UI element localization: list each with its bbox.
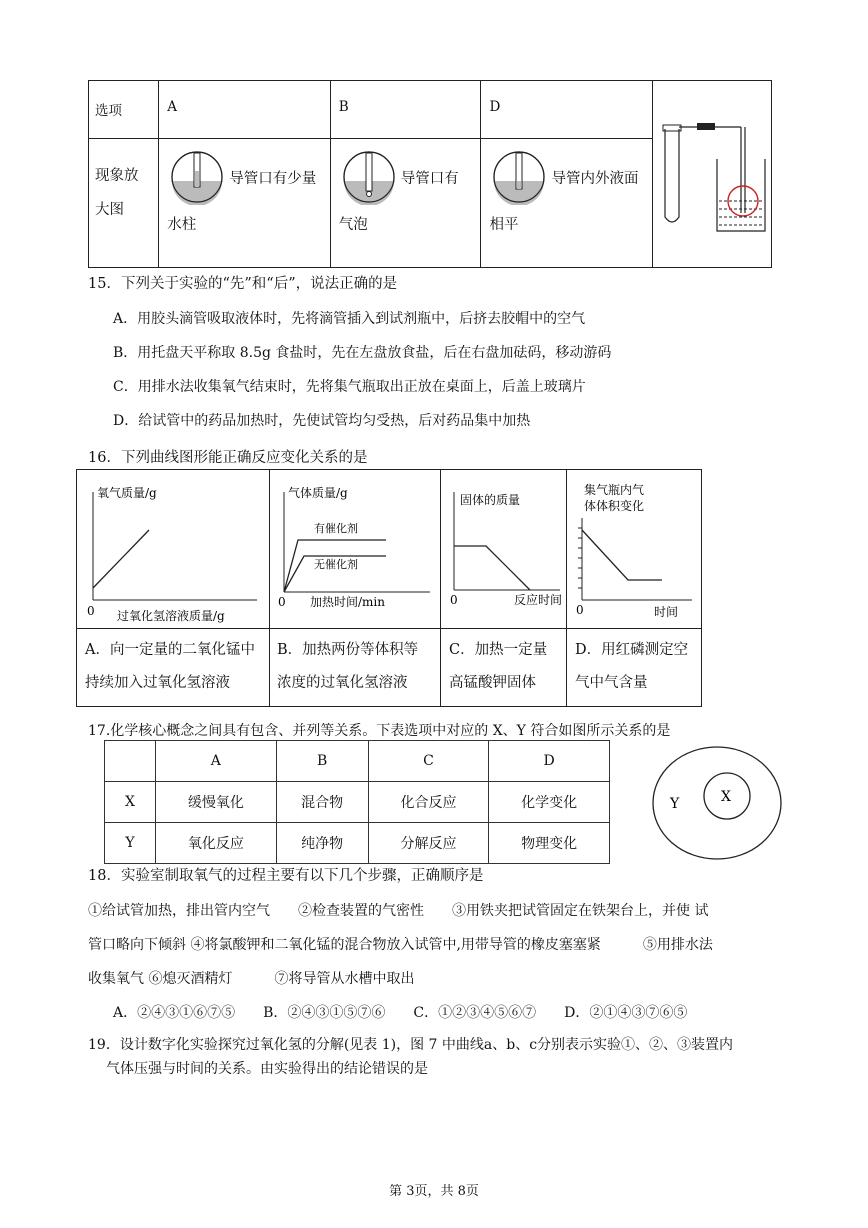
page-footer: 第 3页，共 8页 <box>389 1184 479 1199</box>
graph-c <box>442 470 566 628</box>
graph-d-xlabel: 时间 <box>654 605 679 619</box>
q14-d-text-1: 导管内外液面 <box>551 170 639 187</box>
q17-corner <box>105 741 156 782</box>
q17-cell: 混合物 <box>276 782 368 823</box>
graph-a-origin: 0 <box>87 604 95 618</box>
q17-stem: 17.化学核心概念之间具有包含、并列等关系。下表选项中对应的 X、Y 符合如图所示关系的是 <box>88 723 671 739</box>
q14-option-a <box>159 139 331 268</box>
venn-outer-label: Y <box>670 796 680 812</box>
q16-caption-c-line2: 高锰酸钾固体 <box>449 675 536 691</box>
q14-row-label-line2: 大图 <box>95 202 124 219</box>
q17-cell: 氧化反应 <box>156 823 277 864</box>
graph-b <box>270 470 440 628</box>
q17-cell: 物理变化 <box>489 823 610 864</box>
q16-caption-a-line2: 持续加入过氧化氢溶液 <box>85 675 230 691</box>
q18-line1: ①给试管加热，排出管内空气 ②检查装置的气密性 ③用铁夹把试管固定在铁架台上，并使 试 <box>88 903 709 919</box>
q17-col-c: C <box>368 741 489 782</box>
apparatus-diagram <box>653 81 771 263</box>
q15-option-a: A．用胶头滴管吸取液体时，先将滴管插入到试剂瓶中，后挤去胶帽中的空气 <box>113 311 586 327</box>
graph-b-curve2-label: 无催化剂 <box>314 558 358 571</box>
q14-header-b: B <box>330 81 481 139</box>
magnified-view-b <box>339 149 399 205</box>
q16-caption-d-line2: 气中气含量 <box>575 675 648 691</box>
q16-caption-d <box>575 634 699 700</box>
q17-cell: 分解反应 <box>368 823 489 864</box>
q15-option-b: B．用托盘天平称取 8.5g 食盐时，先在左盘放食盐，后在右盘加砝码，移动游码 <box>113 345 612 361</box>
graph-c-ylabel: 固体的质量 <box>460 493 521 507</box>
graph-b-ylabel: 气体质量/g <box>288 486 348 500</box>
q17-cell: 纯净物 <box>276 823 368 864</box>
q14-table <box>88 80 772 268</box>
q17-col-b: B <box>276 741 368 782</box>
apparatus-cell <box>652 81 771 268</box>
q16-caption-a <box>85 634 265 700</box>
q16-caption-b-line1: B．加热两份等体积等 <box>277 642 419 658</box>
graph-c-origin: 0 <box>450 593 458 607</box>
q19-line1: 19．设计数字化实验探究过氧化氢的分解(见表 1)，图 7 中曲线a、b、c分别表示实验①、②、③装置内 <box>88 1037 734 1053</box>
q17-cell: 缓慢氧化 <box>156 782 277 823</box>
q16-caption-b-line2: 浓度的过氧化氢溶液 <box>277 675 408 691</box>
q14-b-text-2: 气泡 <box>338 217 368 234</box>
q14-option-b <box>330 139 481 268</box>
magnified-view-a <box>167 149 227 205</box>
graph-d-ylabel-2: 体体积变化 <box>584 499 645 513</box>
q14-header-a: A <box>159 81 331 139</box>
q17-row-x-label: X <box>105 782 156 823</box>
q18-line2: 管口略向下倾斜 ④将氯酸钾和二氧化锰的混合物放入试管中,用带导管的橡皮塞塞紧 ⑤用排水法 <box>88 937 713 953</box>
graph-b-curve1-label: 有催化剂 <box>314 522 358 535</box>
q17-row-y-label: Y <box>105 823 156 864</box>
graph-d-line <box>582 530 662 580</box>
q18-options: A．②④③①⑥⑦⑤ B．②④③①⑤⑦⑥ C．①②③④⑤⑥⑦ D．②①④③⑦⑥⑤ <box>113 1005 688 1021</box>
graph-c-line <box>454 546 530 590</box>
q16-caption-a-line1: A．向一定量的二氧化锰中 <box>85 642 255 658</box>
q17-venn-diagram <box>650 744 784 862</box>
q15-option-c: C．用排水法收集氧气结束时，先将集气瓶取出正放在桌面上，后盖上玻璃片 <box>113 379 586 395</box>
graph-b-xlabel: 加热时间/min <box>310 595 385 609</box>
q16-grid <box>76 469 702 707</box>
q14-a-text-2: 水柱 <box>167 217 197 234</box>
q16-caption-d-line1: D．用红磷测定空 <box>575 642 689 658</box>
venn-inner-label: X <box>721 789 731 805</box>
q16-caption-c <box>449 634 565 700</box>
graph-c-xlabel: 反应时间 <box>514 593 563 607</box>
q14-option-d <box>481 139 653 268</box>
q14-header-d: D <box>481 81 653 139</box>
q17-cell: 化合反应 <box>368 782 489 823</box>
q16-stem: 16．下列曲线图形能正确反应变化关系的是 <box>88 450 368 466</box>
q17-table <box>104 740 610 864</box>
q17-col-d: D <box>489 741 610 782</box>
graph-a-line <box>93 530 149 588</box>
q17-col-a: A <box>156 741 277 782</box>
q18-stem: 18．实验室制取氧气的过程主要有以下几个步骤，正确顺序是 <box>88 868 484 884</box>
q14-header-label: 选项 <box>89 81 159 139</box>
graph-a-ylabel: 氧气质量/g <box>97 486 157 500</box>
q16-caption-b <box>277 634 437 700</box>
q15-option-d: D．给试管中的药品加热时，先使试管均匀受热，后对药品集中加热 <box>113 413 531 429</box>
q14-row-label-line1: 现象放 <box>95 168 139 185</box>
magnified-view-d <box>489 149 549 205</box>
q14-d-text-2: 相平 <box>489 217 519 234</box>
graph-d <box>568 470 702 628</box>
graph-a-xlabel: 过氧化氢溶液质量/g <box>117 609 225 623</box>
q17-cell: 化学变化 <box>489 782 610 823</box>
q19-line2: 气体压强与时间的关系。由实验得出的结论错误的是 <box>106 1061 428 1077</box>
graph-b-origin: 0 <box>278 595 286 609</box>
q16-caption-c-line1: C．加热一定量 <box>449 642 548 658</box>
q18-line3: 收集氧气 ⑥熄灭酒精灯 ⑦将导管从水槽中取出 <box>88 971 415 987</box>
graph-d-ylabel-1: 集气瓶内气 <box>584 483 645 497</box>
graph-d-origin: 0 <box>576 603 584 617</box>
q14-b-text-1: 导管口有 <box>400 170 459 187</box>
q14-a-text-1: 导管口有少量 <box>229 170 317 187</box>
q14-row-label <box>89 139 159 268</box>
q15-stem: 15．下列关于实验的“先”和“后”，说法正确的是 <box>88 276 398 292</box>
graph-a <box>77 470 269 628</box>
